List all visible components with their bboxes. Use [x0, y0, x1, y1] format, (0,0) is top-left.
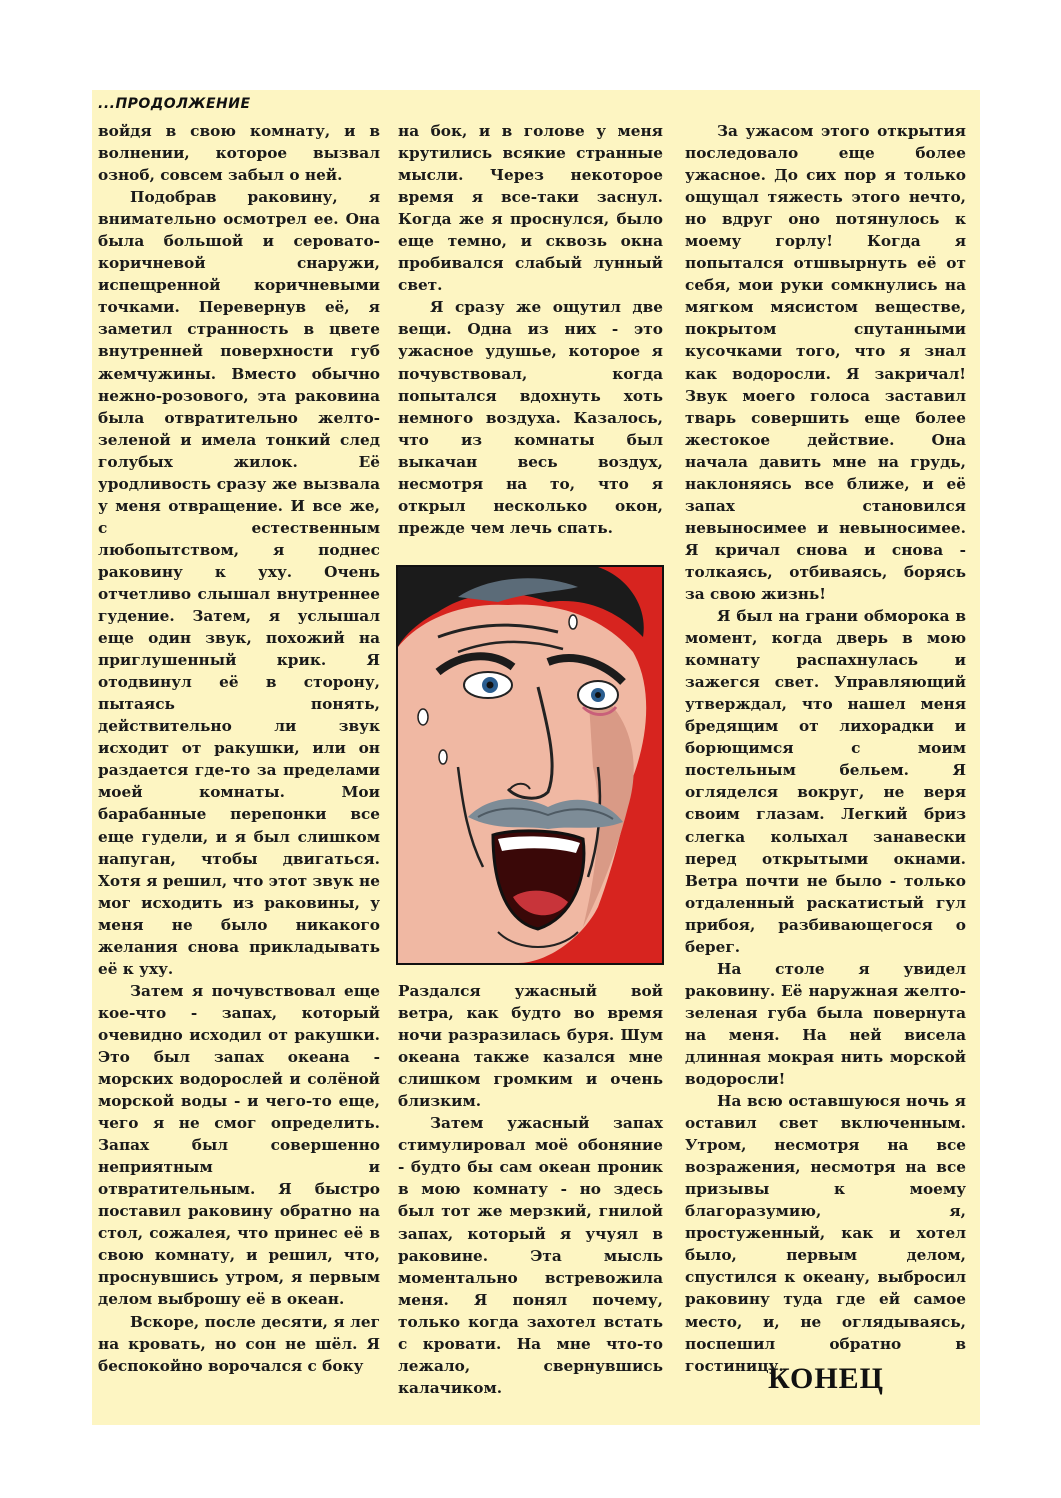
paragraph: На столе я увидел раковину. Её наружная желто-зеленая губа была повернута на меня. На ней висела длинная мокрая нить морской водоросли! — [685, 959, 966, 1089]
text-column-1 — [98, 120, 380, 1377]
paragraph: Вскоре, после десяти, я лег на кровать, но сон не шёл. Я беспокойно ворочался с боку — [98, 1312, 380, 1375]
paragraph: Подобрав раковину, я внимательно осмотрел ее. Она была большой и серовато-коричневой снаружи, испещренной коричневыми точками. Перевернув её, я заметил странность в цвете внутренней поверхности губ жемчужины. Вместо обычно нежно-розового, эта раковина была отвратительно желто-зеленой и имела тонкий след голубых жилок. Её уродливость сразу же вызвала у меня отвращение. И все же, с естественным любопытством, я поднес раковину к уху. Очень отчетливо слышал внутреннее гудение. Затем, я услышал еще один звук, похожий на приглушенный крик. Я отодвинул её в сторону, пытаясь понять, действительно ли звук исходит от ракушки, или он раздается где-то за пределами моей комнаты. Мои барабанные перепонки все еще гудели, и я был слишком напуган, чтобы двигаться. Хотя я решил, что этот звук не мог исходить из раковины, у меня не было никакого желания снова прикладывать её к уху. — [98, 188, 380, 978]
text-column-3 — [685, 120, 966, 1377]
text-column-2-top — [398, 120, 663, 539]
paragraph: войдя в свою комнату, и в волнении, которое вызвал озноб, совсем забыл о ней. — [98, 122, 380, 185]
paragraph: Затем ужасный запах стимулировал моё обоняние - будто бы сам океан проник в мою комнату - но здесь был тот же мерзкий, гнилой запах, который я учуял в раковине. Эта мысль моментально встревожила меня. Я понял почему, только когда захотел встать с кровати. На мне что-то лежало, свернувшись калачиком. — [398, 1114, 663, 1397]
screaming-man-illustration — [398, 567, 662, 963]
paragraph: Раздался ужасный вой ветра, как будто во время ночи разразилась буря. Шум океана также казался мне слишком громким и очень близким. — [398, 982, 663, 1111]
comic-panel-screaming-man — [396, 565, 664, 965]
paragraph: Затем я почувствовал еще кое-что - запах, который очевидно исходил от ракушки. Это был запах океана - морских водорослей и солёной морской воды - и чего-то еще, чего я не смог определить. Запах был совершенно неприятным и отвратительным. Я быстро поставил раковину обратно на стол, сожалея, что принес её в свою комнату, и решил, что, проснувшись утром, я первым делом выброшу её в океан. — [98, 981, 380, 1309]
continued-header: ...ПРОДОЛЖЕНИЕ — [98, 96, 251, 112]
paragraph: За ужасом этого открытия последовало еще более ужасное. До сих пор я только ощущал тяжесть этого нечто, но вдруг оно потянулось к моему горлу! Когда я попытался отшвырнуть её от себя, мои руки сомкнулись на мягком мясистом веществе, покрытом спутанными кусочками того, что я знал как водоросли. Я закричал! Звук моего голоса заставил тварь совершить еще более жестокое действие. Она начала давить мне на грудь, наклоняясь все ближе, и её запах становился невыносимее и невыносимее. Я кричал снова и снова - толкаясь, отбиваясь, борясь за свою жизнь! — [685, 122, 966, 603]
paragraph: На всю оставшуюся ночь я оставил свет включенным. Утром, несмотря на все возражения, несмотря на все призывы к моему благоразумию, я, простуженный, как и хотел было, первым делом, спустился к океану, выбросил раковину туда где ей самое место, и, не оглядываясь, поспешил обратно в гостиницу. — [685, 1092, 966, 1375]
paragraph: Я сразу же ощутил две вещи. Одна из них - это ужасное удушье, которое я почувствовал, когда попытался вдохнуть хоть немного воздуха. Казалось, что из комнаты был выкачан весь воздух, несмотря на то, что я открыл несколько окон, прежде чем лечь спать. — [398, 298, 663, 537]
paragraph: на бок, и в голове у меня крутились всякие странные мысли. Через некоторое время я все-таки заснул. Когда же я проснулся, было еще темно, и сквозь окна пробивался слабый лунный свет. — [398, 122, 663, 295]
paragraph: Я был на грани обморока в момент, когда дверь в мою комнату распахнулась и зажегся свет. Управляющий утверждал, что нашел меня бредящим от лихорадки и борющимся с моим постельным бельем. Я огляделся вокруг, не веря своим глазам. Легкий бриз слегка колыхал занавески перед открытыми окнами. Ветра почти не было - только отдаленный раскатистый гул прибоя, разбивающегося о берег. — [685, 607, 966, 956]
text-column-2-bottom — [398, 980, 663, 1399]
the-end-title: КОНЕЦ — [768, 1362, 885, 1395]
